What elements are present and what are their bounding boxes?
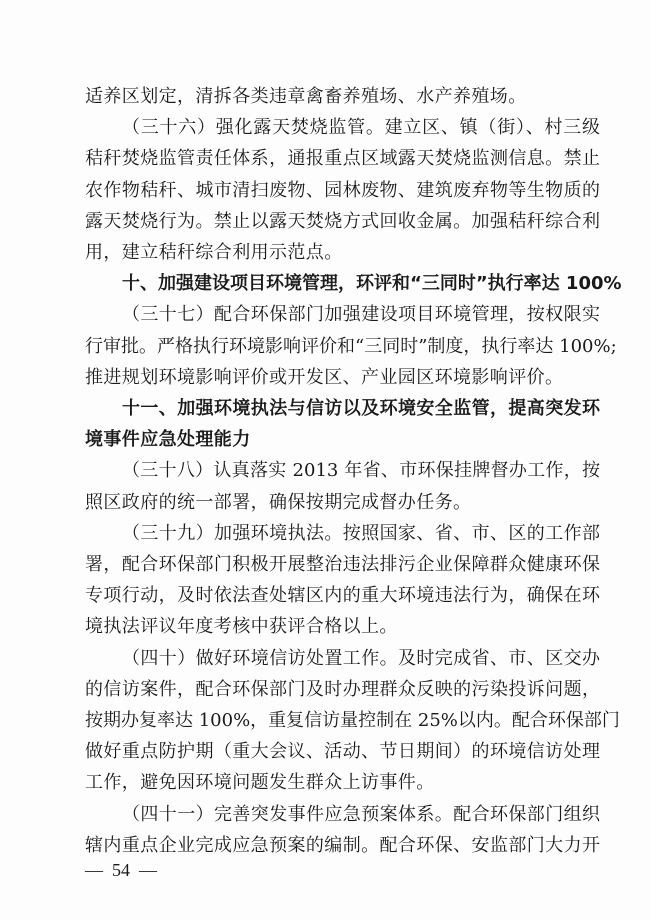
text-line: 照区政府的统一部署，确保按期完成督办任务。 xyxy=(85,491,472,513)
text-line: 工作，避免因环境问题发生群众上访事件。 xyxy=(85,772,435,794)
text-line: 辖内重点企业完成应急预案的编制。配合环保、安监部门大力开 xyxy=(85,834,600,856)
text-line: （三十八）认真落实 2013 年省、市环保挂牌督办工作，按 xyxy=(122,460,600,482)
text-line: 做好重点防护期（重大会议、活动、节日期间）的环境信访处理 xyxy=(85,741,600,763)
text-line: 署，配合环保部门积极开展整治违法排污企业保障群众健康环保 xyxy=(85,554,600,575)
text-line: 境执法评议年度考核中获评合格以上。 xyxy=(85,616,398,638)
text-line: 露天焚烧行为。禁止以露天焚烧方式回收金属。加强秸秆综合利 xyxy=(85,210,600,232)
text-line: 按期办复率达 100%，重复信访量控制在 25%以内。配合环保部门 xyxy=(85,710,620,731)
text-line: 秸秆焚烧监管责任体系，通报重点区域露天焚烧监测信息。禁止 xyxy=(85,148,600,170)
section-heading-line: 境事件应急处理能力 xyxy=(85,429,251,451)
text-line: （三十九）加强环境执法。按照国家、省、市、区的工作部 xyxy=(122,522,600,544)
page-number: — 54 — xyxy=(85,860,157,880)
text-line: 农作物秸秆、城市清扫废物、园林废物、建筑废弃物等生物质的 xyxy=(85,179,600,201)
text-line: 专项行动，及时依法查处辖区内的重大环境违法行为，确保在环 xyxy=(85,585,600,607)
text-line: 用，建立秸秆综合利用示范点。 xyxy=(85,242,343,263)
text-line: 行审批。严格执行环境影响评价和“三同时”制度，执行率达 100%; xyxy=(85,335,617,357)
text-line: 推进规划环境影响评价或开发区、产业园区环境影响评价。 xyxy=(85,366,564,388)
section-heading-line: 十、加强建设项目环境管理，环评和“三同时”执行率达 100% xyxy=(122,273,622,295)
text-line: （四十）做好环境信访处置工作。及时完成省、市、区交办 xyxy=(122,647,600,669)
text-line: （三十七）配合环保部门加强建设项目环境管理，按权限实 xyxy=(122,304,600,326)
text-line: （三十六）强化露天焚烧监管。建立区、镇（街）、村三级 xyxy=(122,117,600,139)
text-line: 的信访案件，配合环保部门及时办理群众反映的污染投诉问题， xyxy=(85,678,600,700)
text-line: 适养区划定，清拆各类违章禽畜养殖场、水产养殖场。 xyxy=(85,86,527,107)
section-heading-line: 十一、加强环境执法与信访以及环境安全监管，提高突发环 xyxy=(122,398,600,419)
text-line: （四十一）完善突发事件应急预案体系。配合环保部门组织 xyxy=(122,803,600,825)
